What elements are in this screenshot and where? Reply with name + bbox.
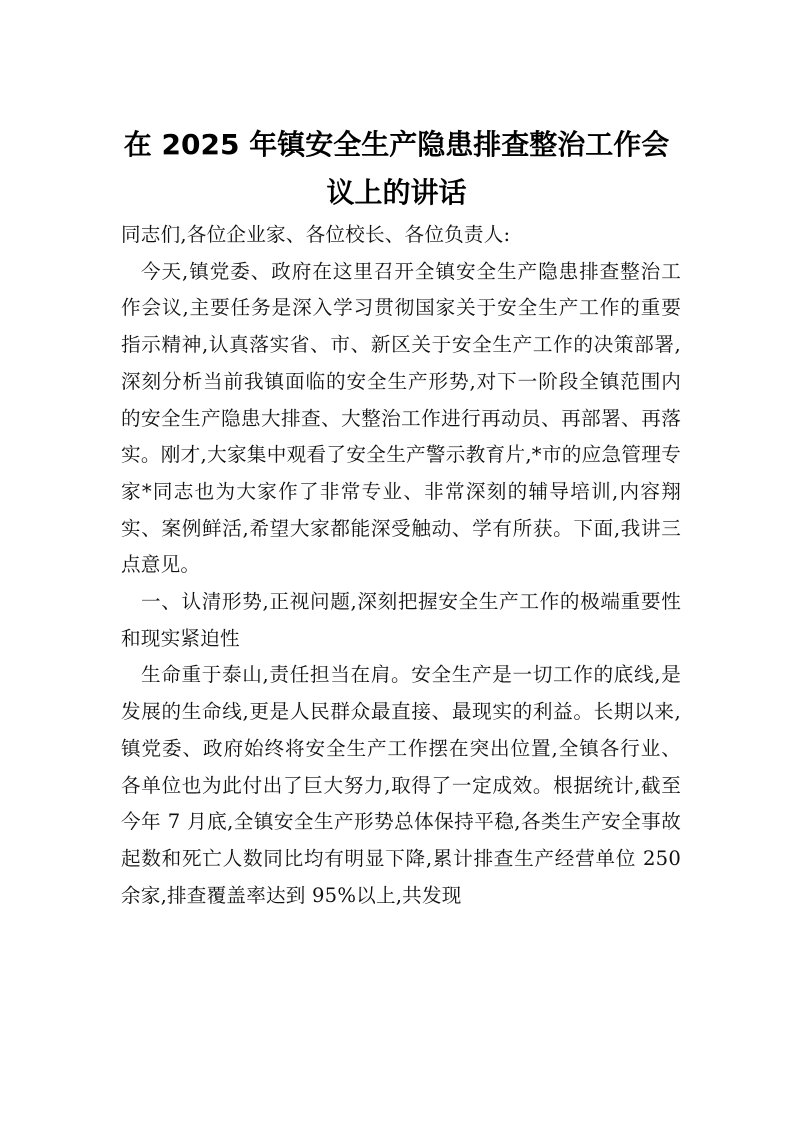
paragraph-opening: 今天,镇党委、政府在这里召开全镇安全生产隐患排查整治工作会议,主要任务是深入学习贯彻国家关于安全生产工作的重要指示精神,认真落实省、市、新区关于安全生产工作的决策部署,深刻分析当前我镇面临的安全生产形势,对下一阶段全镇范围内的安全生产隐患大排查、大整治工作进行再动员、再部署、再落实。刚才,大家集中观看了安全生产警示教育片,*市的应急管理专家*同志也为大家作了非常专业、非常深刻的辅导培训,内容翔实、案例鲜活,希望大家都能深受触动、学有所获。下面,我讲三点意见。 (121, 259, 681, 577)
section-heading-1: 一、认清形势,正视问题,深刻把握安全生产工作的极端重要性和现实紧迫性 (121, 590, 681, 650)
document-title-line-1: 在 2025 年镇安全生产隐患排查整治工作会 (123, 128, 670, 161)
salutation: 同志们,各位企业家、各位校长、各位负责人: (121, 223, 511, 246)
document-title-line-2: 议上的讲话 (326, 176, 467, 209)
paragraph-section-1: 生命重于泰山,责任担当在肩。安全生产是一切工作的底线,是发展的生命线,更是人民群众最直接、最现实的利益。长期以来,镇党委、政府始终将安全生产工作摆在突出位置,全镇各行业、各单位也为此付出了巨大努力,取得了一定成效。根据统计,截至今年 7 月底,全镇安全生产形势总体保持平稳,各类生产安全事故起数和死亡人数同比均有明显下降,累计排查生产经营单位 250 余家,排查覆盖率达到 95%以上,共发现 (121, 663, 681, 907)
document-body (121, 217, 681, 914)
